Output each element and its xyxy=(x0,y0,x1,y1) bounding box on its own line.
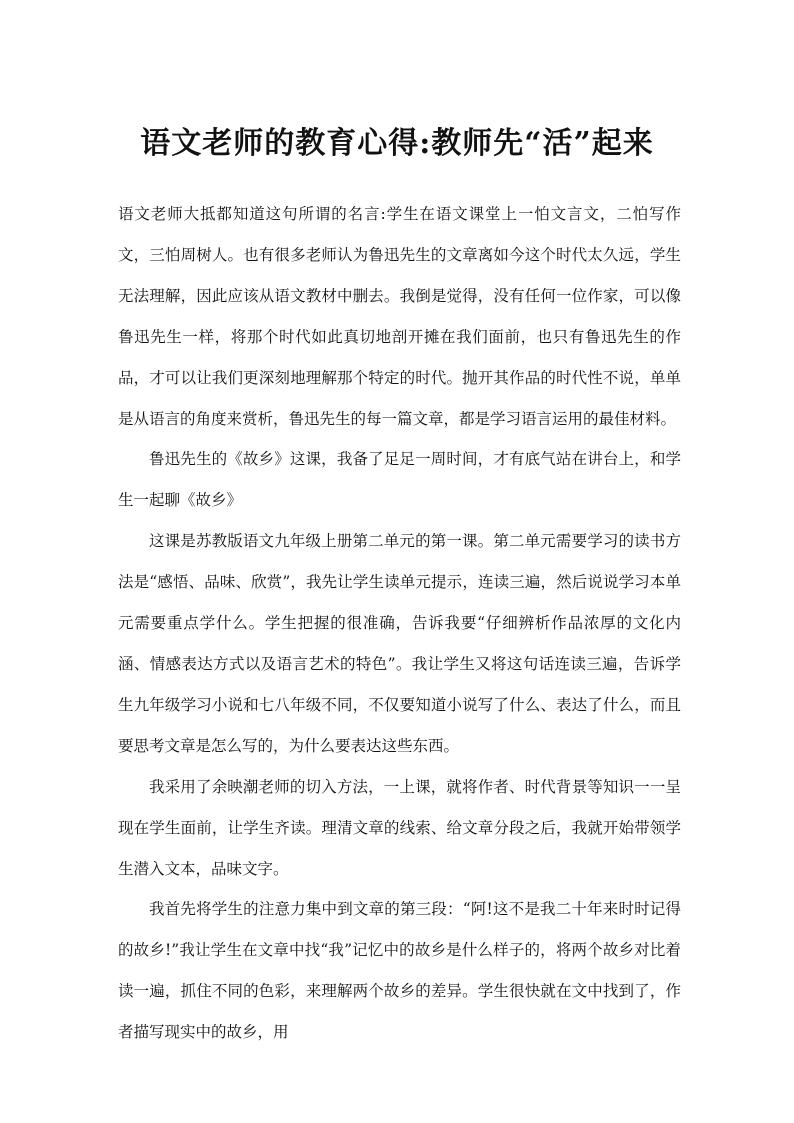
paragraph-teaching-method: 我采用了余映潮老师的切入方法，一上课，就将作者、时代背景等知识一一呈现在学生面前，让学生齐读。理清文章的线索、给文章分段之后，我就开始带领学生潜入文本，品味文字。 xyxy=(118,777,681,878)
document-body xyxy=(118,194,681,1053)
paragraph-intro: 语文老师大抵都知道这句所谓的名言:学生在语文课堂上一怕文言文，二怕写作文，三怕周树人。也有很多老师认为鲁迅先生的文章离如今这个时代太久远，学生无法理解，因此应该从语文教材中删去。我倒是觉得，没有任何一位作家，可以像鲁迅先生一样，将那个时代如此真切地剖开摊在我们面前，也只有鲁迅先生的作品，才可以让我们更深刻地理解那个特定的时代。抛开其作品的时代性不说，单单是从语言的角度来赏析，鲁迅先生的每一篇文章，都是学习语言运用的最佳材料。 xyxy=(118,205,681,428)
paragraph-guxiang-prep: 鲁迅先生的《故乡》这课，我备了足足一周时间，才有底气站在讲台上，和学生一起聊《故乡》 xyxy=(118,450,681,510)
paragraph-unit-overview: 这课是苏教版语文九年级上册第二单元的第一课。第二单元需要学习的读书方法是“感悟、品味、欣赏”，我先让学生读单元提示，连读三遍，然后说说学习本单元需要重点学什么。学生把握的很准确，告诉我要“仔细辨析作品浓厚的文化内涵、情感表达方式以及语言艺术的特色”。我让学生又将这句话连读三遍，告诉学生九年级学习小说和七八年级不同，不仅要知道小说写了什么、表达了什么，而且要思考文章是怎么写的，为什么要表达这些东西。 xyxy=(118,532,681,755)
paragraph-third-section: 我首先将学生的注意力集中到文章的第三段：“阿!这不是我二十年来时时记得的故乡!”我让学生在文章中找“我”记忆中的故乡是什么样子的，将两个故乡对比着读一遍，抓住不同的色彩，来理解两个故乡的差异。学生很快就在文中找到了，作者描写现实中的故乡，用 xyxy=(118,900,681,1042)
document-title: 语文老师的教育心得:教师先“活”起来 xyxy=(140,126,654,161)
